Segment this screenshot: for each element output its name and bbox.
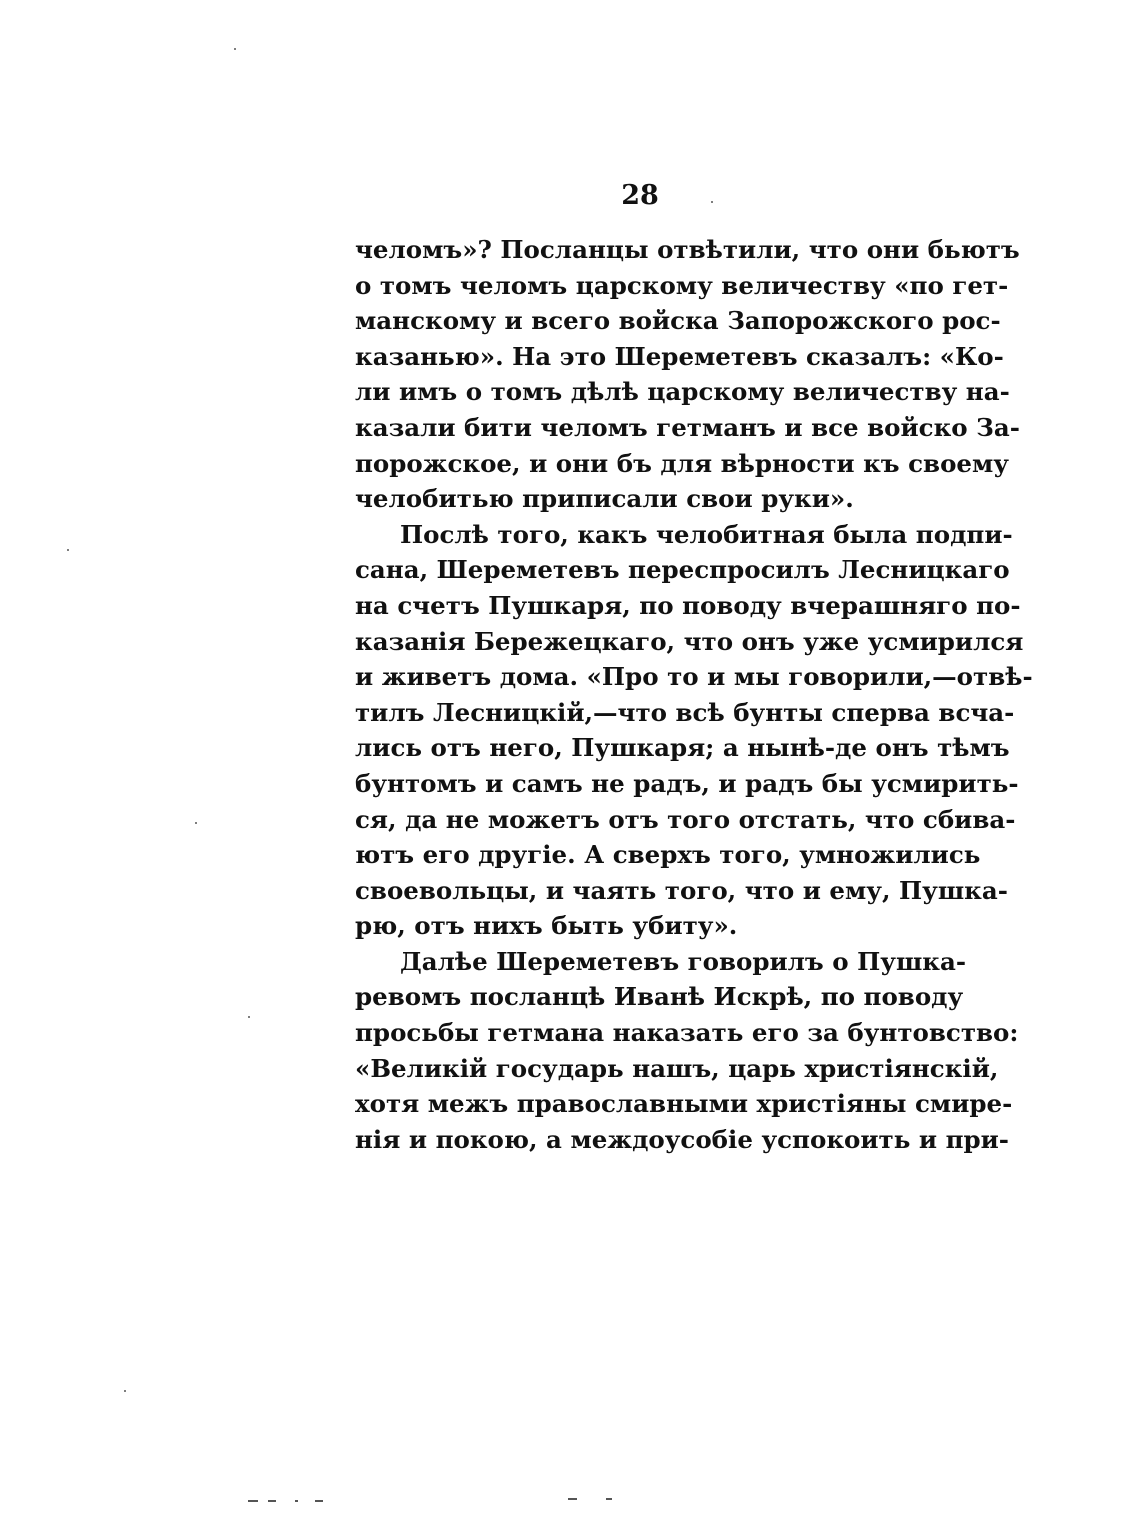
- text-line: лись отъ него, Пушкаря; а нынѣ-де онъ тѣмъ: [355, 733, 1010, 763]
- text-line: ревомъ посланцѣ Иванѣ Искрѣ, по поводу: [355, 982, 964, 1012]
- body-text: [355, 232, 1033, 1157]
- paragraph-2: [355, 517, 1033, 944]
- text-line: бунтомъ и самъ не радъ, и радъ бы усмирить-: [355, 768, 1019, 798]
- text-line: казали бити челомъ гетманъ и все войско За-: [355, 412, 1020, 442]
- scan-speck: [248, 1500, 258, 1502]
- scan-speck: [234, 48, 236, 50]
- scan-speck: [606, 1498, 612, 1500]
- scan-speck: [315, 1500, 323, 1502]
- scan-speck: [711, 201, 713, 203]
- scan-speck: [295, 1500, 298, 1502]
- text-line: «Великій государь нашъ, царь христіянскій,: [355, 1053, 999, 1083]
- text-line: своевольцы, и чаять того, что и ему, Пушка-: [355, 875, 1008, 905]
- scan-speck: [67, 549, 69, 551]
- text-line: рю, отъ нихъ быть убиту».: [355, 911, 738, 941]
- paragraph-3: [355, 944, 1019, 1158]
- text-line: нія и покою, а междоусобіе успокоить и при-: [355, 1124, 1009, 1154]
- text-line: манскому и всего войска Запорожского рос-: [355, 306, 1001, 336]
- text-line: ся, да не можетъ отъ того отстать, что сбива-: [355, 804, 1016, 834]
- scan-speck: [268, 1500, 276, 1502]
- text-line: ли имъ о томъ дѣлѣ царскому величеству на-: [355, 377, 1010, 407]
- text-line: челобитью приписали свои руки».: [355, 484, 854, 514]
- text-line: казанія Бережецкаго, что онъ уже усмирился: [355, 626, 1024, 656]
- text-line: хотя межъ православными христіяны смире-: [355, 1089, 1013, 1119]
- scan-speck: [124, 1390, 126, 1392]
- text-line: просьбы гетмана наказать его за бунтовство:: [355, 1018, 1019, 1048]
- scan-speck: [195, 822, 197, 824]
- text-line: и живетъ дома. «Про то и мы говорили,—отвѣ-: [355, 662, 1033, 692]
- text-line: о томъ челомъ царскому величеству «по гет-: [355, 270, 1009, 300]
- text-line: на счетъ Пушкаря, по поводу вчерашняго по-: [355, 590, 1021, 620]
- text-line: порожское, и они бъ для вѣрности къ своему: [355, 448, 1009, 478]
- scan-speck: [248, 1016, 250, 1018]
- text-line: ютъ его другіе. А сверхъ того, умножились: [355, 840, 981, 870]
- text-line: сана, Шереметевъ переспросилъ Лесницкаго: [355, 555, 1010, 585]
- scan-speck: [568, 1498, 577, 1500]
- page-number: 28: [621, 180, 659, 211]
- text-line: Послѣ того, какъ челобитная была подпи-: [400, 519, 1013, 549]
- text-line: челомъ»? Посланцы отвѣтили, что они бьютъ: [355, 235, 1020, 264]
- text-line: тилъ Лесницкій,—что всѣ бунты сперва всча-: [355, 697, 1015, 727]
- paragraph-1: [355, 232, 1020, 517]
- text-line: Далѣе Шереметевъ говорилъ о Пушка-: [400, 946, 967, 976]
- text-line: казанью». На это Шереметевъ сказалъ: «Ко-: [355, 341, 1004, 371]
